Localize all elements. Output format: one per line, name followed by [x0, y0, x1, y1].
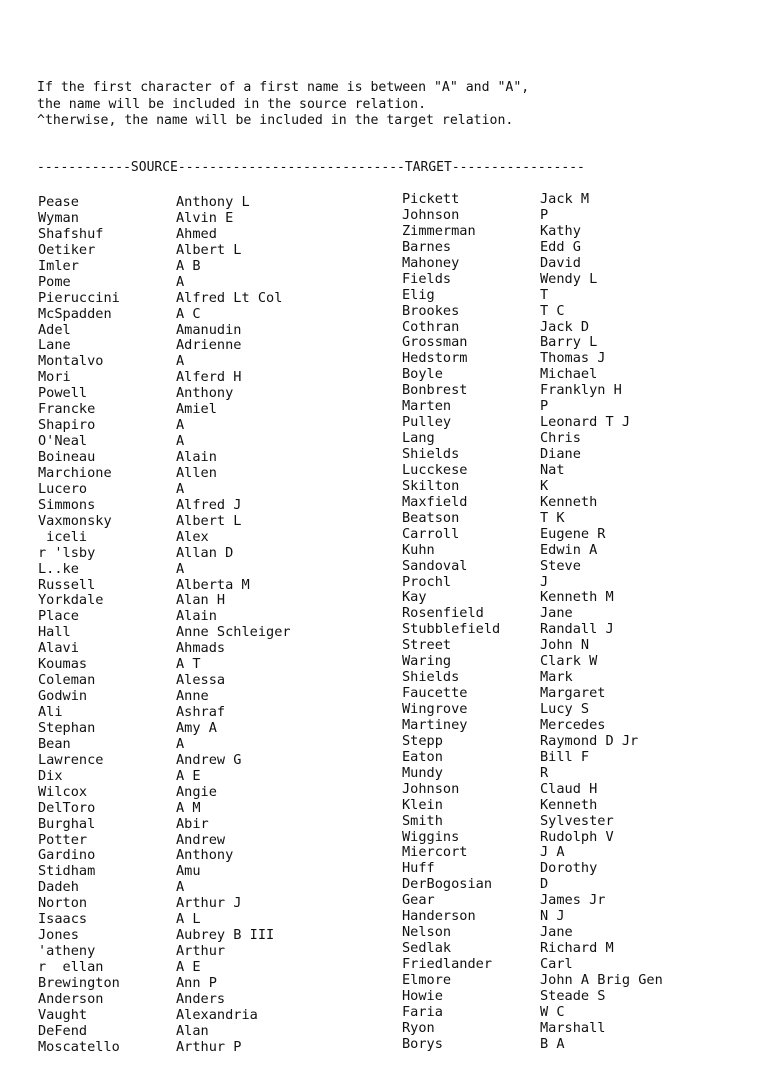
target-first-name: Diane	[540, 446, 581, 462]
target-first-name: Franklyn H	[540, 382, 622, 399]
target-last-name: Prochl	[402, 573, 452, 590]
source-first-name: Amiel	[176, 401, 217, 418]
source-first-name: Arthur P	[176, 1038, 242, 1055]
target-first-name: T C	[540, 302, 565, 319]
target-last-name: Stepp	[402, 732, 443, 749]
target-last-name: Eaton	[402, 748, 443, 765]
source-first-name: Alessa	[176, 672, 226, 689]
target-last-name: Miercort	[402, 844, 468, 861]
target-first-name: B A	[540, 1035, 565, 1052]
source-first-name: A	[176, 560, 185, 577]
source-first-name: Amanudin	[176, 321, 242, 338]
target-first-name: Richard M	[540, 940, 614, 957]
source-first-name: Alfred J	[176, 496, 242, 513]
target-last-name: Nelson	[402, 924, 452, 941]
target-last-name: Howie	[402, 987, 443, 1004]
target-last-name: Shields	[402, 669, 460, 686]
target-last-name: Sedlak	[402, 940, 452, 957]
target-first-name: Leonard T J	[540, 414, 631, 431]
target-first-name: Thomas J	[540, 350, 606, 367]
target-first-name: P	[540, 398, 549, 415]
source-last-name: Pease	[38, 194, 79, 210]
target-last-name: Pulley	[402, 414, 452, 431]
source-first-name: Aubrey B III	[176, 927, 275, 944]
source-first-name: Arthur	[176, 943, 226, 960]
target-last-name: Kay	[402, 589, 427, 606]
intro-line-2: the name will be included in the source relation.	[37, 96, 427, 112]
source-last-name: Adel	[38, 321, 71, 338]
source-last-name: Mori	[38, 369, 71, 386]
target-last-name: Bonbrest	[402, 382, 468, 399]
target-first-name: Edwin A	[540, 541, 598, 558]
source-last-name: Vaught	[38, 1006, 88, 1023]
target-last-name: Wiggins	[402, 828, 460, 845]
source-last-name: Montalvo	[38, 353, 104, 370]
source-first-name: Albert L	[176, 241, 242, 258]
target-last-name: Lang	[402, 430, 435, 447]
target-last-name: Barnes	[402, 238, 452, 255]
source-last-name: Dix	[38, 767, 63, 784]
target-first-name: Dorothy	[540, 860, 598, 877]
target-last-name: Grossman	[402, 334, 468, 351]
target-first-name: Lucy S	[540, 701, 590, 717]
target-first-name: T K	[540, 509, 565, 526]
target-first-name: Mercedes	[540, 716, 606, 733]
source-first-name: Andrew	[176, 831, 226, 848]
source-last-name: Boineau	[38, 449, 96, 465]
target-first-name: Kenneth M	[540, 589, 614, 606]
source-last-name: Stephan	[38, 719, 96, 736]
target-first-name: Chris	[540, 430, 581, 447]
target-last-name: Johnson	[402, 780, 460, 797]
target-last-names	[402, 192, 500, 1053]
source-first-name: Anthony	[176, 847, 234, 864]
target-last-name: Faucette	[402, 685, 468, 702]
source-last-name: Shafshuf	[38, 225, 104, 242]
source-last-name: 'atheny	[38, 943, 96, 960]
target-last-name: Martiney	[402, 716, 468, 733]
target-first-name: P	[540, 206, 549, 223]
source-first-name: Ahmed	[176, 225, 217, 242]
source-last-name: Moscatello	[38, 1038, 120, 1055]
target-first-name: Nat	[540, 461, 565, 478]
source-first-name: Ashraf	[176, 704, 226, 720]
target-first-name: Edd G	[540, 238, 581, 255]
source-last-name: r ellan	[38, 959, 104, 975]
target-first-name: Eugene R	[540, 525, 606, 542]
target-first-name: James Jr	[540, 892, 606, 909]
target-last-name: Cothran	[402, 318, 460, 335]
source-first-name: Allen	[176, 464, 217, 481]
source-last-name: Brewington	[38, 974, 120, 991]
target-last-name: Borys	[402, 1035, 443, 1052]
source-last-name: Anderson	[38, 990, 104, 1007]
target-first-name: John A Brig Gen	[540, 971, 663, 988]
target-first-name: John N	[540, 637, 590, 654]
source-last-name: iceli	[38, 528, 88, 545]
source-last-name: DeFend	[38, 1022, 88, 1039]
target-last-name: Mundy	[402, 764, 443, 781]
target-first-name: Jane	[540, 605, 573, 622]
target-first-name: N J	[540, 908, 565, 925]
target-first-name: Jane	[540, 924, 573, 941]
source-last-name: r 'lsby	[38, 544, 96, 561]
source-last-name: Godwin	[38, 688, 88, 705]
target-first-name: Bill F	[540, 748, 590, 765]
source-last-name: O'Neal	[38, 433, 88, 450]
source-last-name: Russell	[38, 576, 96, 593]
source-first-name: Alain	[176, 608, 217, 625]
target-last-name: Marten	[402, 398, 452, 415]
target-last-name: Handerson	[402, 908, 476, 925]
target-first-name: Margaret	[540, 685, 606, 702]
source-first-name: Alberta M	[176, 576, 250, 593]
source-last-name: Alavi	[38, 640, 79, 657]
target-first-name: Sylvester	[540, 812, 614, 829]
source-first-name: A	[176, 273, 185, 290]
source-last-name: Dadeh	[38, 879, 79, 896]
target-first-name: W C	[540, 1003, 565, 1020]
target-first-name: Kenneth	[540, 796, 598, 813]
target-last-name: Mahoney	[402, 254, 460, 271]
target-last-name: Gear	[402, 892, 435, 909]
source-last-names	[38, 195, 120, 1056]
target-first-name: Carl	[540, 956, 573, 972]
source-last-name: Oetiker	[38, 241, 96, 258]
source-first-name: Ann P	[176, 974, 217, 991]
source-first-name: Arthur J	[176, 895, 242, 912]
source-last-name: DelToro	[38, 799, 96, 816]
source-first-name: Alain	[176, 449, 217, 465]
intro-line-1: If the first character of a first name is between "A" and "A",	[37, 80, 530, 95]
target-last-name: Faria	[402, 1003, 443, 1020]
source-last-name: Simmons	[38, 496, 96, 513]
source-first-name: Anthony	[176, 385, 234, 402]
target-last-name: Kuhn	[402, 541, 435, 558]
target-last-name: Wingrove	[402, 701, 468, 717]
source-last-name: McSpadden	[38, 305, 112, 322]
source-last-name: Powell	[38, 385, 88, 402]
target-last-name: Stubblefield	[402, 621, 501, 638]
source-last-name: Coleman	[38, 672, 96, 689]
source-first-name: Albert L	[176, 512, 242, 529]
target-last-name: Shields	[402, 446, 460, 462]
source-first-name: Anne	[176, 688, 209, 705]
source-last-name: Potter	[38, 831, 88, 848]
source-last-name: Jones	[38, 927, 79, 944]
source-first-name: Alexandria	[176, 1006, 258, 1023]
source-last-name: Hall	[38, 624, 71, 641]
source-first-name: Abir	[176, 815, 209, 832]
source-last-name: Isaacs	[38, 911, 88, 928]
source-first-name: Ahmads	[176, 640, 226, 657]
source-first-name: A B	[176, 257, 201, 274]
target-first-name: Kathy	[540, 222, 581, 239]
source-last-name: Place	[38, 608, 79, 625]
source-first-name: Alvin E	[176, 209, 234, 226]
source-last-name: Lucero	[38, 480, 88, 497]
target-last-name: Sandoval	[402, 557, 468, 574]
target-first-name: J	[540, 573, 549, 590]
source-first-name: A M	[176, 799, 201, 816]
target-first-name: D	[540, 876, 549, 893]
target-last-name: Fields	[402, 270, 452, 287]
target-last-name: Pickett	[402, 191, 460, 207]
source-first-name: A E	[176, 959, 201, 975]
target-first-name: Claud H	[540, 780, 598, 797]
source-first-names	[176, 195, 291, 1056]
source-last-name: Vaxmonsky	[38, 512, 112, 529]
target-last-name: Hedstorm	[402, 350, 468, 367]
target-last-name: Ryon	[402, 1019, 435, 1036]
source-first-name: A	[176, 433, 185, 450]
target-last-name: Brookes	[402, 302, 460, 319]
source-first-name: A	[176, 879, 185, 896]
source-last-name: Stidham	[38, 863, 96, 880]
target-first-name: Jack M	[540, 191, 590, 207]
target-last-name: Elig	[402, 286, 435, 303]
column-header-rule: ------------SOURCE-----------------------------TARGET-----------------	[37, 160, 585, 175]
target-first-name: Rudolph V	[540, 828, 614, 845]
target-last-name: Waring	[402, 653, 452, 670]
source-last-name: Lawrence	[38, 751, 104, 768]
target-last-name: Lucckese	[402, 461, 468, 478]
source-first-name: Anders	[176, 990, 226, 1007]
source-first-name: Andrew G	[176, 751, 242, 768]
source-last-name: Pome	[38, 273, 71, 290]
source-last-name: Bean	[38, 735, 71, 752]
target-first-names	[540, 192, 663, 1053]
target-last-name: Beatson	[402, 509, 460, 526]
source-last-name: Norton	[38, 895, 88, 912]
source-first-name: A	[176, 417, 185, 434]
source-last-name: Lane	[38, 337, 71, 354]
target-first-name: R	[540, 764, 549, 781]
source-first-name: A	[176, 735, 185, 752]
source-last-name: Marchione	[38, 464, 112, 481]
target-last-name: Zimmerman	[402, 222, 476, 239]
source-first-name: Amu	[176, 863, 201, 880]
source-first-name: Alferd H	[176, 369, 242, 386]
source-first-name: Anne Schleiger	[176, 624, 291, 641]
target-last-name: Street	[402, 637, 452, 654]
source-first-name: A	[176, 353, 185, 370]
target-last-name: Skilton	[402, 477, 460, 494]
source-first-name: Alfred Lt Col	[176, 289, 283, 306]
source-last-name: Pieruccini	[38, 289, 120, 306]
source-first-name: A	[176, 480, 185, 497]
source-last-name: Gardino	[38, 847, 96, 864]
source-last-name: Koumas	[38, 656, 88, 673]
source-first-name: A E	[176, 767, 201, 784]
source-first-name: Amy A	[176, 719, 217, 736]
source-last-name: Wyman	[38, 209, 79, 226]
target-first-name: K	[540, 477, 549, 494]
target-last-name: DerBogosian	[402, 876, 493, 893]
target-last-name: Elmore	[402, 971, 452, 988]
target-first-name: Kenneth	[540, 493, 598, 510]
target-last-name: Klein	[402, 796, 443, 813]
target-last-name: Boyle	[402, 366, 443, 383]
target-last-name: Johnson	[402, 206, 460, 223]
source-first-name: Alex	[176, 528, 209, 545]
target-first-name: Mark	[540, 669, 573, 686]
target-first-name: Barry L	[540, 334, 598, 351]
source-first-name: Adrienne	[176, 337, 242, 354]
target-first-name: T	[540, 286, 549, 303]
target-first-name: Randall J	[540, 621, 614, 638]
target-first-name: David	[540, 254, 581, 271]
source-first-name: Alan	[176, 1022, 209, 1039]
source-last-name: Ali	[38, 704, 63, 720]
source-last-name: Imler	[38, 257, 79, 274]
source-last-name: Burghal	[38, 815, 96, 832]
source-last-name: Francke	[38, 401, 96, 418]
source-first-name: A C	[176, 305, 201, 322]
source-first-name: Alan H	[176, 592, 226, 609]
source-first-name: A T	[176, 656, 201, 673]
target-last-name: Smith	[402, 812, 443, 829]
target-last-name: Rosenfield	[402, 605, 484, 622]
target-first-name: Michael	[540, 366, 598, 383]
source-first-name: A L	[176, 911, 201, 928]
source-first-name: Allan D	[176, 544, 234, 561]
target-first-name: Marshall	[540, 1019, 606, 1036]
source-last-name: Shapiro	[38, 417, 96, 434]
target-first-name: Raymond D Jr	[540, 732, 639, 749]
source-first-name: Angie	[176, 783, 217, 800]
source-first-name: Anthony L	[176, 194, 250, 210]
source-last-name: L..ke	[38, 560, 79, 577]
target-first-name: Jack D	[540, 318, 590, 335]
target-first-name: Wendy L	[540, 270, 598, 287]
target-last-name: Huff	[402, 860, 435, 877]
target-last-name: Friedlander	[402, 956, 493, 972]
target-first-name: Steade S	[540, 987, 606, 1004]
intro-text	[37, 80, 529, 130]
source-last-name: Yorkdale	[38, 592, 104, 609]
target-first-name: Steve	[540, 557, 581, 574]
target-last-name: Carroll	[402, 525, 460, 542]
intro-line-3: ^therwise, the name will be included in the target relation.	[37, 113, 514, 128]
target-first-name: Clark W	[540, 653, 598, 670]
target-first-name: J A	[540, 844, 565, 861]
source-last-name: Wilcox	[38, 783, 88, 800]
target-last-name: Maxfield	[402, 493, 468, 510]
